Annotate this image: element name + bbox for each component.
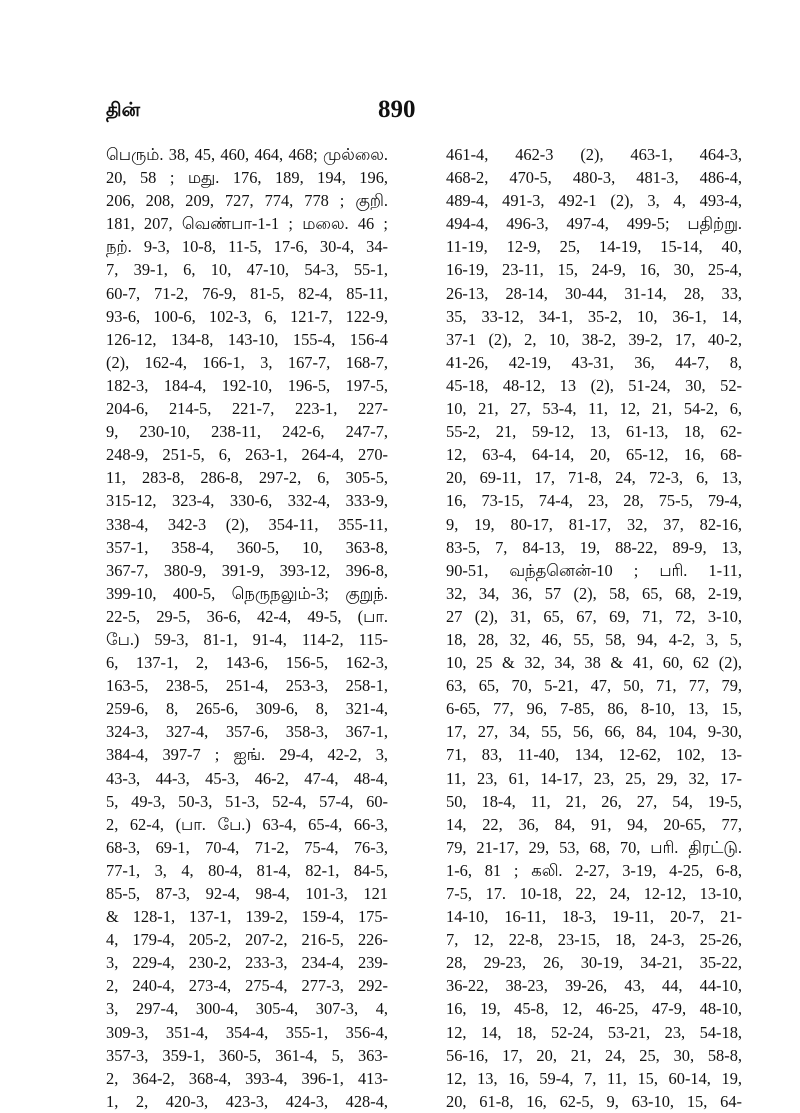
index-line: 35, 33-12, 34-1, 35-2, 10, 36-1, 14, (446, 306, 742, 326)
index-line: 489-4, 491-3, 492-1 (2), 3, 4, 493-4, (446, 191, 742, 211)
index-line: 79, 21-17, 29, 53, 68, 70, பரி. திரட்டு. (446, 837, 742, 857)
index-line: 7, 39-1, 6, 10, 47-10, 54-3, 55-1, (106, 260, 388, 280)
index-line: 3, 229-4, 230-2, 233-3, 234-4, 239- (106, 953, 388, 973)
index-line: 1, 2, 420-3, 423-3, 424-3, 428-4, (106, 1091, 388, 1111)
index-line: (2), 162-4, 166-1, 3, 167-7, 168-7, (106, 352, 388, 372)
index-line: 20, 69-11, 17, 71-8, 24, 72-3, 6, 13, (446, 468, 742, 488)
index-line: 9, 230-10, 238-11, 242-6, 247-7, (106, 422, 388, 442)
index-line: 12, 13, 16, 59-4, 7, 11, 15, 60-14, 19, (446, 1068, 742, 1088)
index-line: 50, 18-4, 11, 21, 26, 27, 54, 19-5, (446, 791, 742, 811)
index-line: 45-18, 48-12, 13 (2), 51-24, 30, 52- (446, 375, 742, 395)
index-line: 10, 25 & 32, 34, 38 & 41, 60, 62 (2), (446, 653, 742, 673)
index-line: 17, 27, 34, 55, 56, 66, 84, 104, 9-30, (446, 722, 742, 742)
index-line: 181, 207, வெண்பா-1-1 ; மலை. 46 ; (106, 214, 388, 234)
index-line: 56-16, 17, 20, 21, 24, 25, 30, 58-8, (446, 1045, 742, 1065)
index-line: 2, 240-4, 273-4, 275-4, 277-3, 292- (106, 976, 388, 996)
index-line: 26-13, 28-14, 30-44, 31-14, 28, 33, (446, 283, 742, 303)
page-number: 890 (378, 96, 416, 123)
index-line: 16, 19, 45-8, 12, 46-25, 47-9, 48-10, (446, 999, 742, 1019)
index-line: 16, 73-15, 74-4, 23, 28, 75-5, 79-4, (446, 491, 742, 511)
index-line: 90-51, வந்தனென்-10 ; பரி. 1-11, (446, 560, 742, 580)
index-line: 43-3, 44-3, 45-3, 46-2, 47-4, 48-4, (106, 768, 388, 788)
index-line: 1-6, 81 ; கலி. 2-27, 3-19, 4-25, 6-8, (446, 860, 742, 880)
index-line: 399-10, 400-5, நெருநலும்-3; குறுந். (106, 583, 388, 603)
index-line: 4, 179-4, 205-2, 207-2, 216-5, 226- (106, 930, 388, 950)
index-line: 2, 62-4, (பா. பே.) 63-4, 65-4, 66-3, (106, 814, 388, 834)
index-line: 309-3, 351-4, 354-4, 355-1, 356-4, (106, 1022, 388, 1042)
index-line: 20, 58 ; மது. 176, 189, 194, 196, (106, 168, 388, 188)
index-line: 71, 83, 11-40, 134, 12-62, 102, 13- (446, 745, 742, 765)
index-line: 27 (2), 31, 65, 67, 69, 71, 72, 3-10, (446, 606, 742, 626)
index-line: 16-19, 23-11, 15, 24-9, 16, 30, 25-4, (446, 260, 742, 280)
index-line: 36-22, 38-23, 39-26, 43, 44, 44-10, (446, 976, 742, 996)
index-line: 259-6, 8, 265-6, 309-6, 8, 321-4, (106, 699, 388, 719)
index-line: 37-1 (2), 2, 10, 38-2, 39-2, 17, 40-2, (446, 329, 742, 349)
index-line: 384-4, 397-7 ; ஐங். 29-4, 42-2, 3, (106, 745, 388, 765)
index-line: 10, 21, 27, 53-4, 11, 12, 21, 54-2, 6, (446, 399, 742, 419)
index-line: 248-9, 251-5, 6, 263-1, 264-4, 270- (106, 445, 388, 465)
index-line: நற். 9-3, 10-8, 11-5, 17-6, 30-4, 34- (106, 237, 388, 257)
index-line: 28, 29-23, 26, 30-19, 34-21, 35-22, (446, 953, 742, 973)
index-line: 11, 23, 61, 14-17, 23, 25, 29, 32, 17- (446, 768, 742, 788)
index-line: 338-4, 342-3 (2), 354-11, 355-11, (106, 514, 388, 534)
index-line: 11, 283-8, 286-8, 297-2, 6, 305-5, (106, 468, 388, 488)
index-line: 204-6, 214-5, 221-7, 223-1, 227- (106, 399, 388, 419)
index-line: 126-12, 134-8, 143-10, 155-4, 156-4 (106, 329, 388, 349)
index-line: 41-26, 42-19, 43-31, 36, 44-7, 8, (446, 352, 742, 372)
index-line: 5, 49-3, 50-3, 51-3, 52-4, 57-4, 60- (106, 791, 388, 811)
index-line: 14, 22, 36, 84, 91, 94, 20-65, 77, (446, 814, 742, 834)
index-line: 182-3, 184-4, 192-10, 196-5, 197-5, (106, 375, 388, 395)
index-line: 3, 297-4, 300-4, 305-4, 307-3, 4, (106, 999, 388, 1019)
index-line: 7-5, 17. 10-18, 22, 24, 12-12, 13-10, (446, 884, 742, 903)
index-line: பெரும். 38, 45, 460, 464, 468; முல்லை. (106, 145, 388, 164)
index-line: 494-4, 496-3, 497-4, 499-5; பதிற்று. (446, 214, 742, 234)
index-line: 85-5, 87-3, 92-4, 98-4, 101-3, 121 (106, 884, 388, 903)
right-column (446, 143, 742, 1113)
index-line: 7, 12, 22-8, 23-15, 18, 24-3, 25-26, (446, 930, 742, 950)
index-line: 367-7, 380-9, 391-9, 393-12, 396-8, (106, 560, 388, 580)
index-line: 324-3, 327-4, 357-6, 358-3, 367-1, (106, 722, 388, 742)
index-line: 468-2, 470-5, 480-3, 481-3, 486-4, (446, 168, 742, 188)
index-line: 22-5, 29-5, 36-6, 42-4, 49-5, (பா. (106, 606, 388, 626)
index-line: 9, 19, 80-17, 81-17, 32, 37, 82-16, (446, 514, 742, 534)
running-head-word: தின் (106, 99, 140, 121)
index-line: & 128-1, 137-1, 139-2, 159-4, 175- (106, 907, 388, 927)
index-line: 12, 14, 18, 52-24, 53-21, 23, 54-18, (446, 1022, 742, 1042)
index-line: 11-19, 12-9, 25, 14-19, 15-14, 40, (446, 237, 742, 257)
left-column (106, 143, 388, 1113)
index-line: 357-1, 358-4, 360-5, 10, 363-8, (106, 537, 388, 557)
index-line: 206, 208, 209, 727, 774, 778 ; குறி. (106, 191, 388, 211)
index-line: 163-5, 238-5, 251-4, 253-3, 258-1, (106, 676, 388, 696)
index-line: 63, 65, 70, 5-21, 47, 50, 71, 77, 79, (446, 676, 742, 696)
index-line: 6, 137-1, 2, 143-6, 156-5, 162-3, (106, 653, 388, 673)
index-line: 315-12, 323-4, 330-6, 332-4, 333-9, (106, 491, 388, 511)
index-line: பே.) 59-3, 81-1, 91-4, 114-2, 115- (106, 629, 388, 649)
index-line: 93-6, 100-6, 102-3, 6, 121-7, 122-9, (106, 306, 388, 326)
index-line: 2, 364-2, 368-4, 393-4, 396-1, 413- (106, 1068, 388, 1088)
index-line: 55-2, 21, 59-12, 13, 61-13, 18, 62- (446, 422, 742, 442)
index-line: 461-4, 462-3 (2), 463-1, 464-3, (446, 145, 742, 164)
index-line: 18, 28, 32, 46, 55, 58, 94, 4-2, 3, 5, (446, 629, 742, 649)
index-line: 6-65, 77, 96, 7-85, 86, 8-10, 13, 15, (446, 699, 742, 719)
index-line: 77-1, 3, 4, 80-4, 81-4, 82-1, 84-5, (106, 860, 388, 880)
index-line: 12, 63-4, 64-14, 20, 65-12, 16, 68- (446, 445, 742, 465)
index-line: 14-10, 16-11, 18-3, 19-11, 20-7, 21- (446, 907, 742, 927)
index-line: 20, 61-8, 16, 62-5, 9, 63-10, 15, 64- (446, 1091, 742, 1111)
index-line: 32, 34, 36, 57 (2), 58, 65, 68, 2-19, (446, 583, 742, 603)
index-line: 60-7, 71-2, 76-9, 81-5, 82-4, 85-11, (106, 283, 388, 303)
index-line: 68-3, 69-1, 70-4, 71-2, 75-4, 76-3, (106, 837, 388, 857)
index-line: 357-3, 359-1, 360-5, 361-4, 5, 363- (106, 1045, 388, 1065)
index-line: 83-5, 7, 84-13, 19, 88-22, 89-9, 13, (446, 537, 742, 557)
